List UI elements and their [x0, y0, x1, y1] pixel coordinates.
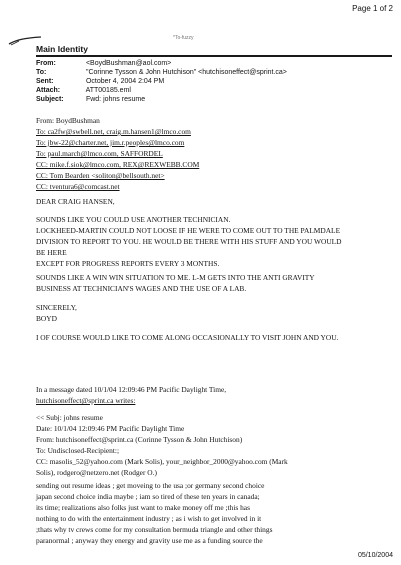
quote-intro: [36, 384, 226, 406]
body-line: BUSINESS AT TECHNICIAN'S WAGES AND THE USE OF A LAB.: [36, 284, 247, 293]
title-divider: [36, 55, 392, 57]
forward-line[interactable]: To: paul.march@lmco.com, SAFFORDEL: [36, 149, 163, 158]
forward-recipients: [36, 115, 199, 192]
body-line: SOUNDS LIKE A WIN WIN SITUATION TO ME. L-M GETS INTO THE ANTI GRAVITY: [36, 273, 315, 282]
quoted-body: [36, 480, 272, 546]
quote-intro-line: In a message dated 10/1/04 12:09:46 PM Pacific Daylight Time,: [36, 385, 227, 394]
attachment-link[interactable]: ATT00185.eml: [85, 87, 131, 94]
faint-scan-text: *To-fuzzy: [173, 35, 194, 41]
quoted-body-line: its time; realizations also folks just want to make money off me ;this has: [36, 503, 250, 512]
body-paragraph-2: [36, 272, 315, 294]
quoted-header: [36, 412, 288, 478]
forward-line[interactable]: CC: Tom Bearden <soliton@bellsouth.net>: [36, 171, 165, 180]
page-number: Page 1 of 2: [352, 4, 393, 13]
quoted-body-line: paranormal ; anyway they energy and gravity use me as a funding source the: [36, 536, 263, 545]
body-line: SOUNDS LIKE YOU COULD USE ANOTHER TECHNICIAN.: [36, 215, 231, 224]
quoted-body-line: ;thats why tv crews come for my consultation bermuda triangle and other things: [36, 525, 273, 534]
header-row-sent: [36, 78, 164, 85]
postscript: I OF COURSE WOULD LIKE TO COME ALONG OCCASIONALLY TO VISIT JOHN AND YOU.: [36, 333, 339, 342]
quoted-header-line: CC: masolis_52@yahoo.com (Mark Solis), your_neighbor_2000@yahoo.com (Mark: [36, 457, 288, 466]
body-line: BE HERE: [36, 248, 67, 257]
page-title: Main Identity: [36, 44, 88, 54]
header-row-attach: [36, 87, 131, 94]
quoted-header-line: << Subj: johns resume: [36, 413, 103, 422]
header-label: Attach:: [36, 87, 61, 94]
body-paragraph-1: [36, 214, 342, 269]
header-value: October 4, 2004 2:04 PM: [85, 78, 165, 85]
greeting: DEAR CRAIG HANSEN,: [36, 197, 115, 206]
forward-line[interactable]: CC: tventura6@comcast.net: [36, 182, 120, 191]
header-value: Fwd: johns resume: [85, 96, 146, 103]
body-line: LOCKHEED-MARTIN COULD NOT LOOSE IF HE WERE TO COME OUT TO THE PALMDALE: [36, 226, 341, 235]
quote-intro-line[interactable]: hutchisoneffect@sprint.ca writes:: [36, 396, 136, 405]
quoted-body-line: sending out resume ideas ; get moveing to the usa ;or germany second choice: [36, 481, 265, 490]
header-label: Sent:: [36, 78, 54, 85]
signoff: [36, 302, 77, 324]
body-line: EXCEPT FOR PROGRESS REPORTS EVERY 3 MONTHS.: [36, 259, 220, 268]
quoted-header-line: Date: 10/1/04 12:09:46 PM Pacific Daylight Time: [36, 424, 185, 433]
signoff-line: SINCERELY,: [36, 303, 77, 312]
quoted-header-line: From: hutchisoneffect@sprint.ca (Corinne Tysson & John Hutchison): [36, 435, 243, 444]
forward-line[interactable]: To: jbw-22@charter.net, jim.r.peoples@lmco.com: [36, 138, 185, 147]
forward-line[interactable]: To: ca2fw@swbell.net, craig.m.hansen1@lmco.com: [36, 127, 191, 136]
signoff-line: BOYD: [36, 314, 57, 323]
forward-line[interactable]: CC: mike.f.siok@lmco.com, REX@REXWEBB.COM: [36, 160, 200, 169]
forward-line: From: BoydBushman: [36, 116, 100, 125]
quoted-body-line: nothing to do with the entertainment industry ; as i wish to get involved in it: [36, 514, 262, 523]
footer-date: 05/10/2004: [357, 552, 393, 559]
body-line: DIVISION TO REPORT TO YOU. HE WOULD BE THERE WITH HIS STUFF AND YOU WOULD: [36, 237, 342, 246]
header-row-to: [36, 69, 287, 76]
header-label: To:: [36, 69, 47, 76]
quoted-header-line: Solis), rodgero@netzero.net (Rodger O.): [36, 468, 157, 477]
quoted-header-line: To: Undisclosed-Recipient:;: [36, 446, 120, 455]
header-label: Subject:: [36, 96, 64, 103]
header-row-from: [36, 60, 171, 67]
header-label: From:: [36, 60, 56, 67]
header-row-subject: [36, 96, 145, 103]
header-value[interactable]: <BoydBushman@aol.com>: [85, 60, 172, 67]
quoted-body-line: japan second choice india maybe ; iam so tired of these ten years in canada;: [36, 492, 260, 501]
header-value[interactable]: "Corinne Tysson & John Hutchison" <hutchisoneffect@sprint.ca>: [85, 69, 287, 76]
